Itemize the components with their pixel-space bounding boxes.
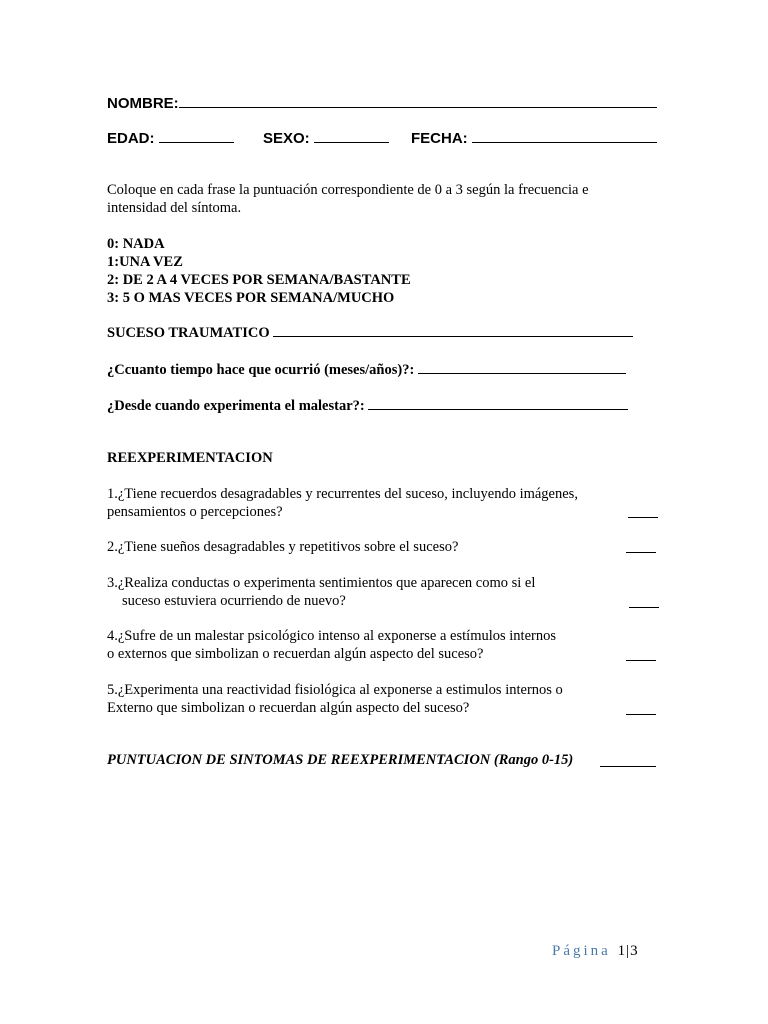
scale-legend — [107, 235, 411, 307]
question-item — [107, 627, 556, 663]
edad-blank[interactable] — [159, 127, 234, 143]
instructions-line-2: intensidad del síntoma. — [107, 200, 242, 216]
page-word: Página — [552, 943, 611, 959]
sexo-blank[interactable] — [314, 127, 389, 143]
instructions — [107, 181, 589, 217]
question-line-2: suceso estuviera ocurriendo de nuevo? — [122, 593, 346, 609]
desde-field[interactable] — [107, 397, 628, 415]
suceso-field[interactable] — [107, 324, 633, 342]
tiempo-field[interactable] — [107, 361, 626, 379]
suceso-label: SUCESO TRAUMATICO — [107, 325, 270, 341]
suceso-blank[interactable] — [273, 324, 633, 337]
question-item — [107, 574, 535, 610]
scale-item: 2: DE 2 A 4 VECES POR SEMANA/BASTANTE — [107, 272, 411, 288]
scale-item: 1:UNA VEZ — [107, 254, 183, 270]
answer-blank-3[interactable] — [629, 606, 659, 608]
page-footer — [552, 943, 639, 960]
fecha-label: FECHA: — [411, 130, 468, 147]
fecha-field[interactable] — [411, 127, 657, 147]
desde-label: ¿Desde cuando experimenta el malestar?: — [107, 398, 365, 414]
answer-blank-4[interactable] — [626, 659, 656, 661]
answer-blank-5[interactable] — [626, 713, 656, 715]
answer-blank-1[interactable] — [628, 516, 658, 518]
edad-label: EDAD: — [107, 130, 155, 147]
nombre-label: NOMBRE: — [107, 95, 179, 112]
section-title: REEXPERIMENTACION — [107, 450, 273, 466]
page-separator: | — [626, 943, 631, 959]
sexo-field[interactable] — [263, 127, 389, 147]
score-blank[interactable] — [600, 765, 656, 767]
question-item — [107, 681, 563, 717]
question-item — [107, 538, 458, 556]
question-line-1: 3.¿Realiza conductas o experimenta sentimientos que aparecen como si el — [107, 575, 536, 591]
answer-blank-2[interactable] — [626, 551, 656, 553]
edad-field[interactable] — [107, 127, 234, 147]
score-label: PUNTUACION DE SINTOMAS DE REEXPERIMENTACION (Rango 0-15) — [107, 752, 574, 768]
desde-blank[interactable] — [368, 397, 628, 410]
page-total: 3 — [630, 943, 639, 959]
tiempo-label: ¿Ccuanto tiempo hace que ocurrió (meses/años)?: — [107, 362, 415, 378]
question-line-1: 2.¿Tiene sueños desagradables y repetitivos sobre el suceso? — [107, 539, 459, 555]
question-line-1: 1.¿Tiene recuerdos desagradables y recurrentes del suceso, incluyendo imágenes, — [107, 486, 578, 502]
tiempo-blank[interactable] — [418, 361, 626, 374]
question-line-2: Externo que simbolizan o recuerdan algún aspecto del suceso? — [107, 700, 470, 716]
scale-item: 0: NADA — [107, 236, 165, 252]
instructions-line-1: Coloque en cada frase la puntuación correspondiente de 0 a 3 según la frecuencia e — [107, 182, 589, 198]
scale-item: 3: 5 O MAS VECES POR SEMANA/MUCHO — [107, 290, 395, 306]
nombre-blank[interactable] — [179, 92, 657, 108]
question-line-1: 5.¿Experimenta una reactividad fisiológica al exponerse a estimulos internos o — [107, 682, 563, 698]
question-line-1: 4.¿Sufre de un malestar psicológico intenso al exponerse a estímulos internos — [107, 628, 556, 644]
question-item — [107, 485, 578, 521]
question-line-2: o externos que simbolizan o recuerdan algún aspecto del suceso? — [107, 646, 484, 662]
question-line-2: pensamientos o percepciones? — [107, 504, 283, 520]
page-number: 1 — [617, 943, 627, 959]
fecha-blank[interactable] — [472, 127, 657, 143]
sexo-label: SEXO: — [263, 130, 310, 147]
nombre-field[interactable] — [107, 92, 657, 112]
